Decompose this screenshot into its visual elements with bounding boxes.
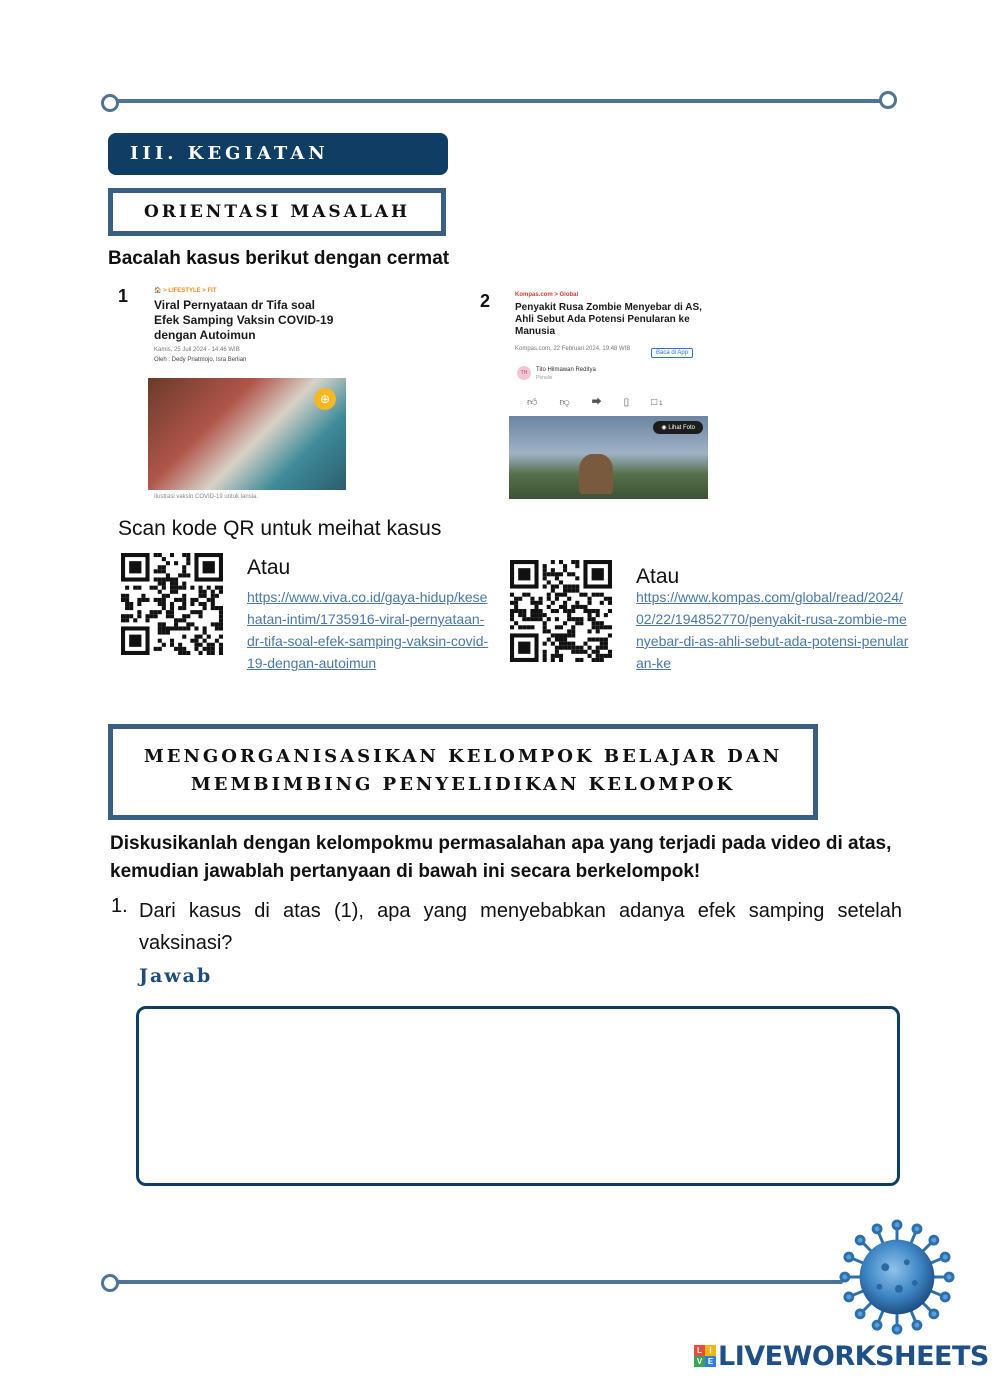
deer-figure [579,454,613,494]
bookmark-icon: ▯ [623,397,652,408]
case-number-1: 1 [118,286,129,306]
news-date: Kamis, 25 Juli 2024 - 14:46 WIB [154,347,240,353]
news-authors: Oleh : Dedy Priatmojo, Isra Berlian [154,357,247,363]
author-name: Tito Hilmawan Reditya [536,367,596,373]
news-breadcrumb: 🏠 > LIFESTYLE > FIT [154,288,217,294]
scan-qr-instruction: Scan kode QR untuk meihat kasus [118,517,442,540]
like-icon: 👍︎ [527,397,560,408]
news-screenshot-kompas [509,290,708,499]
top-divider-right-dot [879,91,897,109]
organize-group-header [108,724,818,820]
read-in-app-button: Baca di App [651,348,693,358]
liveworksheets-logo-icon [694,1345,716,1367]
lihat-foto-button [653,421,703,434]
comment-icon: □ [651,397,660,408]
top-divider-left-dot [101,94,119,112]
top-divider-line [103,99,893,103]
photo-caption: Ilustrasi vaksin COVID-19 untuk lansia. [154,494,259,500]
qr-code-viva[interactable] [121,553,223,655]
atau-label-2: Atau [636,565,680,588]
question-number: 1. [111,895,128,917]
zombie-deer-photo [509,416,708,499]
news-breadcrumb: Kompas.com > Global [515,292,579,298]
logo-tile: E [705,1356,716,1367]
news-headline: Penyakit Rusa Zombie Menyebar di AS, Ahli Sebut Ada Potensi Penularan ke Manusia [515,302,702,337]
bottom-divider-line [103,1280,843,1284]
bottom-divider-left-dot [101,1274,119,1292]
orientasi-masalah-header: ORIENTASI MASALAH [108,188,446,236]
organize-title-line-1: MENGORGANISASIKAN KELOMPOK BELAJAR DAN [143,746,783,767]
coronavirus-icon [838,1218,956,1336]
organize-title-line-2: MEMBIMBING PENYELIDIKAN KELOMPOK [190,774,736,795]
lihat-foto-label: Lihat Foto [668,425,695,431]
viva-article-link[interactable]: https://www.viva.co.id/gaya-hidup/kesehatan-intim/1735916-viral-pernyataan-dr-tifa-soal-efek-samping-vaksin-covid-19-dengan-autoimun [247,589,489,671]
news-date: Kompas.com, 22 Februari 2024, 19:48 WIB [515,346,631,352]
news-headline: Viral Pernyataan dr Tifa soal Efek Samping Vaksin COVID-19 dengan Autoimun [154,298,334,342]
kegiatan-header: III. KEGIATAN [108,133,448,175]
logo-tile: L [694,1345,705,1356]
liveworksheets-brand [694,1339,989,1373]
dislike-icon: 👎︎ [559,397,592,408]
logo-tile: V [694,1356,705,1367]
author-avatar: TH [517,366,531,380]
article-action-icons [527,393,663,408]
atau-label-1: Atau [247,556,291,579]
zoom-icon: ⊕ [314,388,336,410]
logo-tile: I [705,1345,716,1356]
eye-icon: ◉ [661,425,667,431]
question-text: Dari kasus di atas (1), apa yang menyebabkan adanya efek samping setelah vaksinasi? [139,900,902,954]
author-role: Penulis [536,375,553,381]
answer-textarea[interactable] [136,1006,900,1186]
instruction-text: Bacalah kasus berikut dengan cermat [108,248,450,269]
comment-count: 1 [659,401,663,407]
answer-label: Jawab [139,965,213,987]
discussion-instruction: Diskusikanlah dengan kelompokmu permasalahan apa yang terjadi pada video di atas, kemudian jawablah pertanyaan di bawah ini secara berkelompok! [110,833,892,882]
case-number-2: 2 [480,291,491,311]
qr-code-kompas[interactable] [510,560,612,662]
news-screenshot-viva [148,285,346,503]
share-icon: ⮕ [591,397,624,408]
liveworksheets-wordmark: LIVEWORKSHEETS [718,1340,989,1372]
kompas-article-link[interactable]: https://www.kompas.com/global/read/2024/02/22/194852770/penyakit-rusa-zombie-menyebar-di-as-ahli-sebut-ada-potensi-penularan-ke [636,589,909,671]
